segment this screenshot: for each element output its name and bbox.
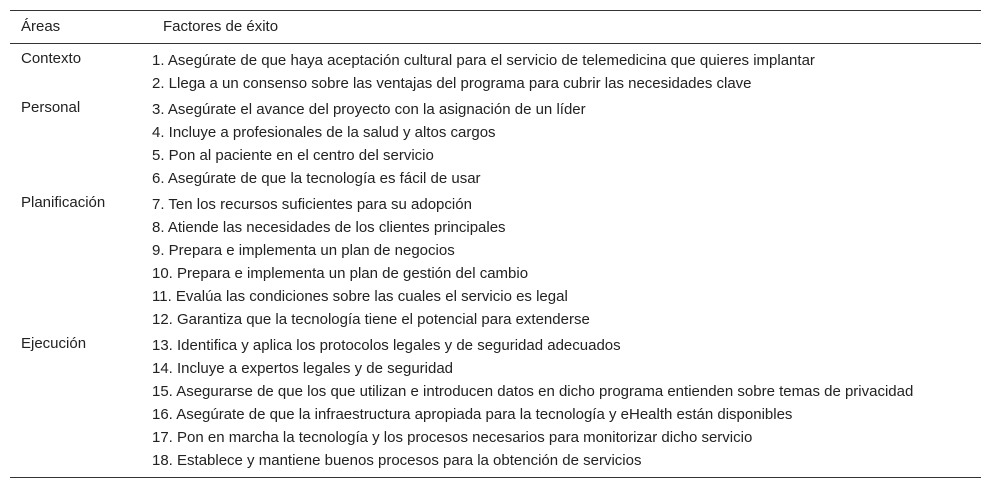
factor-item: 12. Garantiza que la tecnología tiene el potencial para extenderse bbox=[152, 311, 590, 328]
factor-item: 1. Asegúrate de que haya aceptación cultural para el servicio de telemedicina que quieres implantar bbox=[152, 52, 815, 69]
factor-item: 11. Evalúa las condiciones sobre las cuales el servicio es legal bbox=[152, 288, 568, 305]
area-cell-contexto: Contexto bbox=[21, 50, 82, 67]
factor-item: 2. Llega a un consenso sobre las ventajas del programa para cubrir las necesidades clave bbox=[152, 75, 752, 92]
table-row-contexto bbox=[10, 44, 981, 96]
factor-item: 14. Incluye a expertos legales y de seguridad bbox=[152, 360, 454, 377]
factor-item: 8. Atiende las necesidades de los clientes principales bbox=[152, 219, 506, 236]
header-areas: Áreas bbox=[21, 18, 61, 35]
table-row-personal bbox=[10, 95, 981, 190]
factors-cell-personal bbox=[152, 95, 981, 190]
area-cell-planificacion: Planificación bbox=[21, 194, 106, 211]
success-factors-table bbox=[10, 10, 981, 478]
factor-item: 6. Asegúrate de que la tecnología es fácil de usar bbox=[152, 170, 481, 187]
factor-item: 7. Ten los recursos suficientes para su adopción bbox=[152, 196, 472, 213]
success-factors-table-container bbox=[10, 10, 981, 478]
table-header-row bbox=[10, 11, 981, 44]
area-cell-personal: Personal bbox=[21, 99, 81, 116]
factor-item: 9. Prepara e implementa un plan de negocios bbox=[152, 242, 455, 259]
table-row-planificacion bbox=[10, 190, 981, 331]
factor-item: 17. Pon en marcha la tecnología y los procesos necesarios para monitorizar dicho servicio bbox=[152, 429, 753, 446]
header-success-factors: Factores de éxito bbox=[163, 18, 279, 35]
factors-cell-contexto bbox=[152, 44, 981, 96]
factors-cell-planificacion bbox=[152, 190, 981, 331]
table-row-ejecucion bbox=[10, 331, 981, 478]
area-cell-ejecucion: Ejecución bbox=[21, 335, 87, 352]
factor-item: 5. Pon al paciente en el centro del servicio bbox=[152, 147, 434, 164]
factor-item: 18. Establece y mantiene buenos procesos para la obtención de servicios bbox=[152, 452, 642, 469]
factor-item: 4. Incluye a profesionales de la salud y altos cargos bbox=[152, 124, 496, 141]
factor-item: 10. Prepara e implementa un plan de gestión del cambio bbox=[152, 265, 529, 282]
factor-item: 13. Identifica y aplica los protocolos legales y de seguridad adecuados bbox=[152, 337, 621, 354]
factors-cell-ejecucion bbox=[152, 331, 981, 478]
factor-item: 3. Asegúrate el avance del proyecto con la asignación de un líder bbox=[152, 101, 586, 118]
factor-item: 16. Asegúrate de que la infraestructura apropiada para la tecnología y eHealth están disponibles bbox=[152, 406, 793, 423]
factor-item: 15. Asegurarse de que los que utilizan e introducen datos en dicho programa entienden sobre temas de privacidad bbox=[152, 383, 914, 400]
